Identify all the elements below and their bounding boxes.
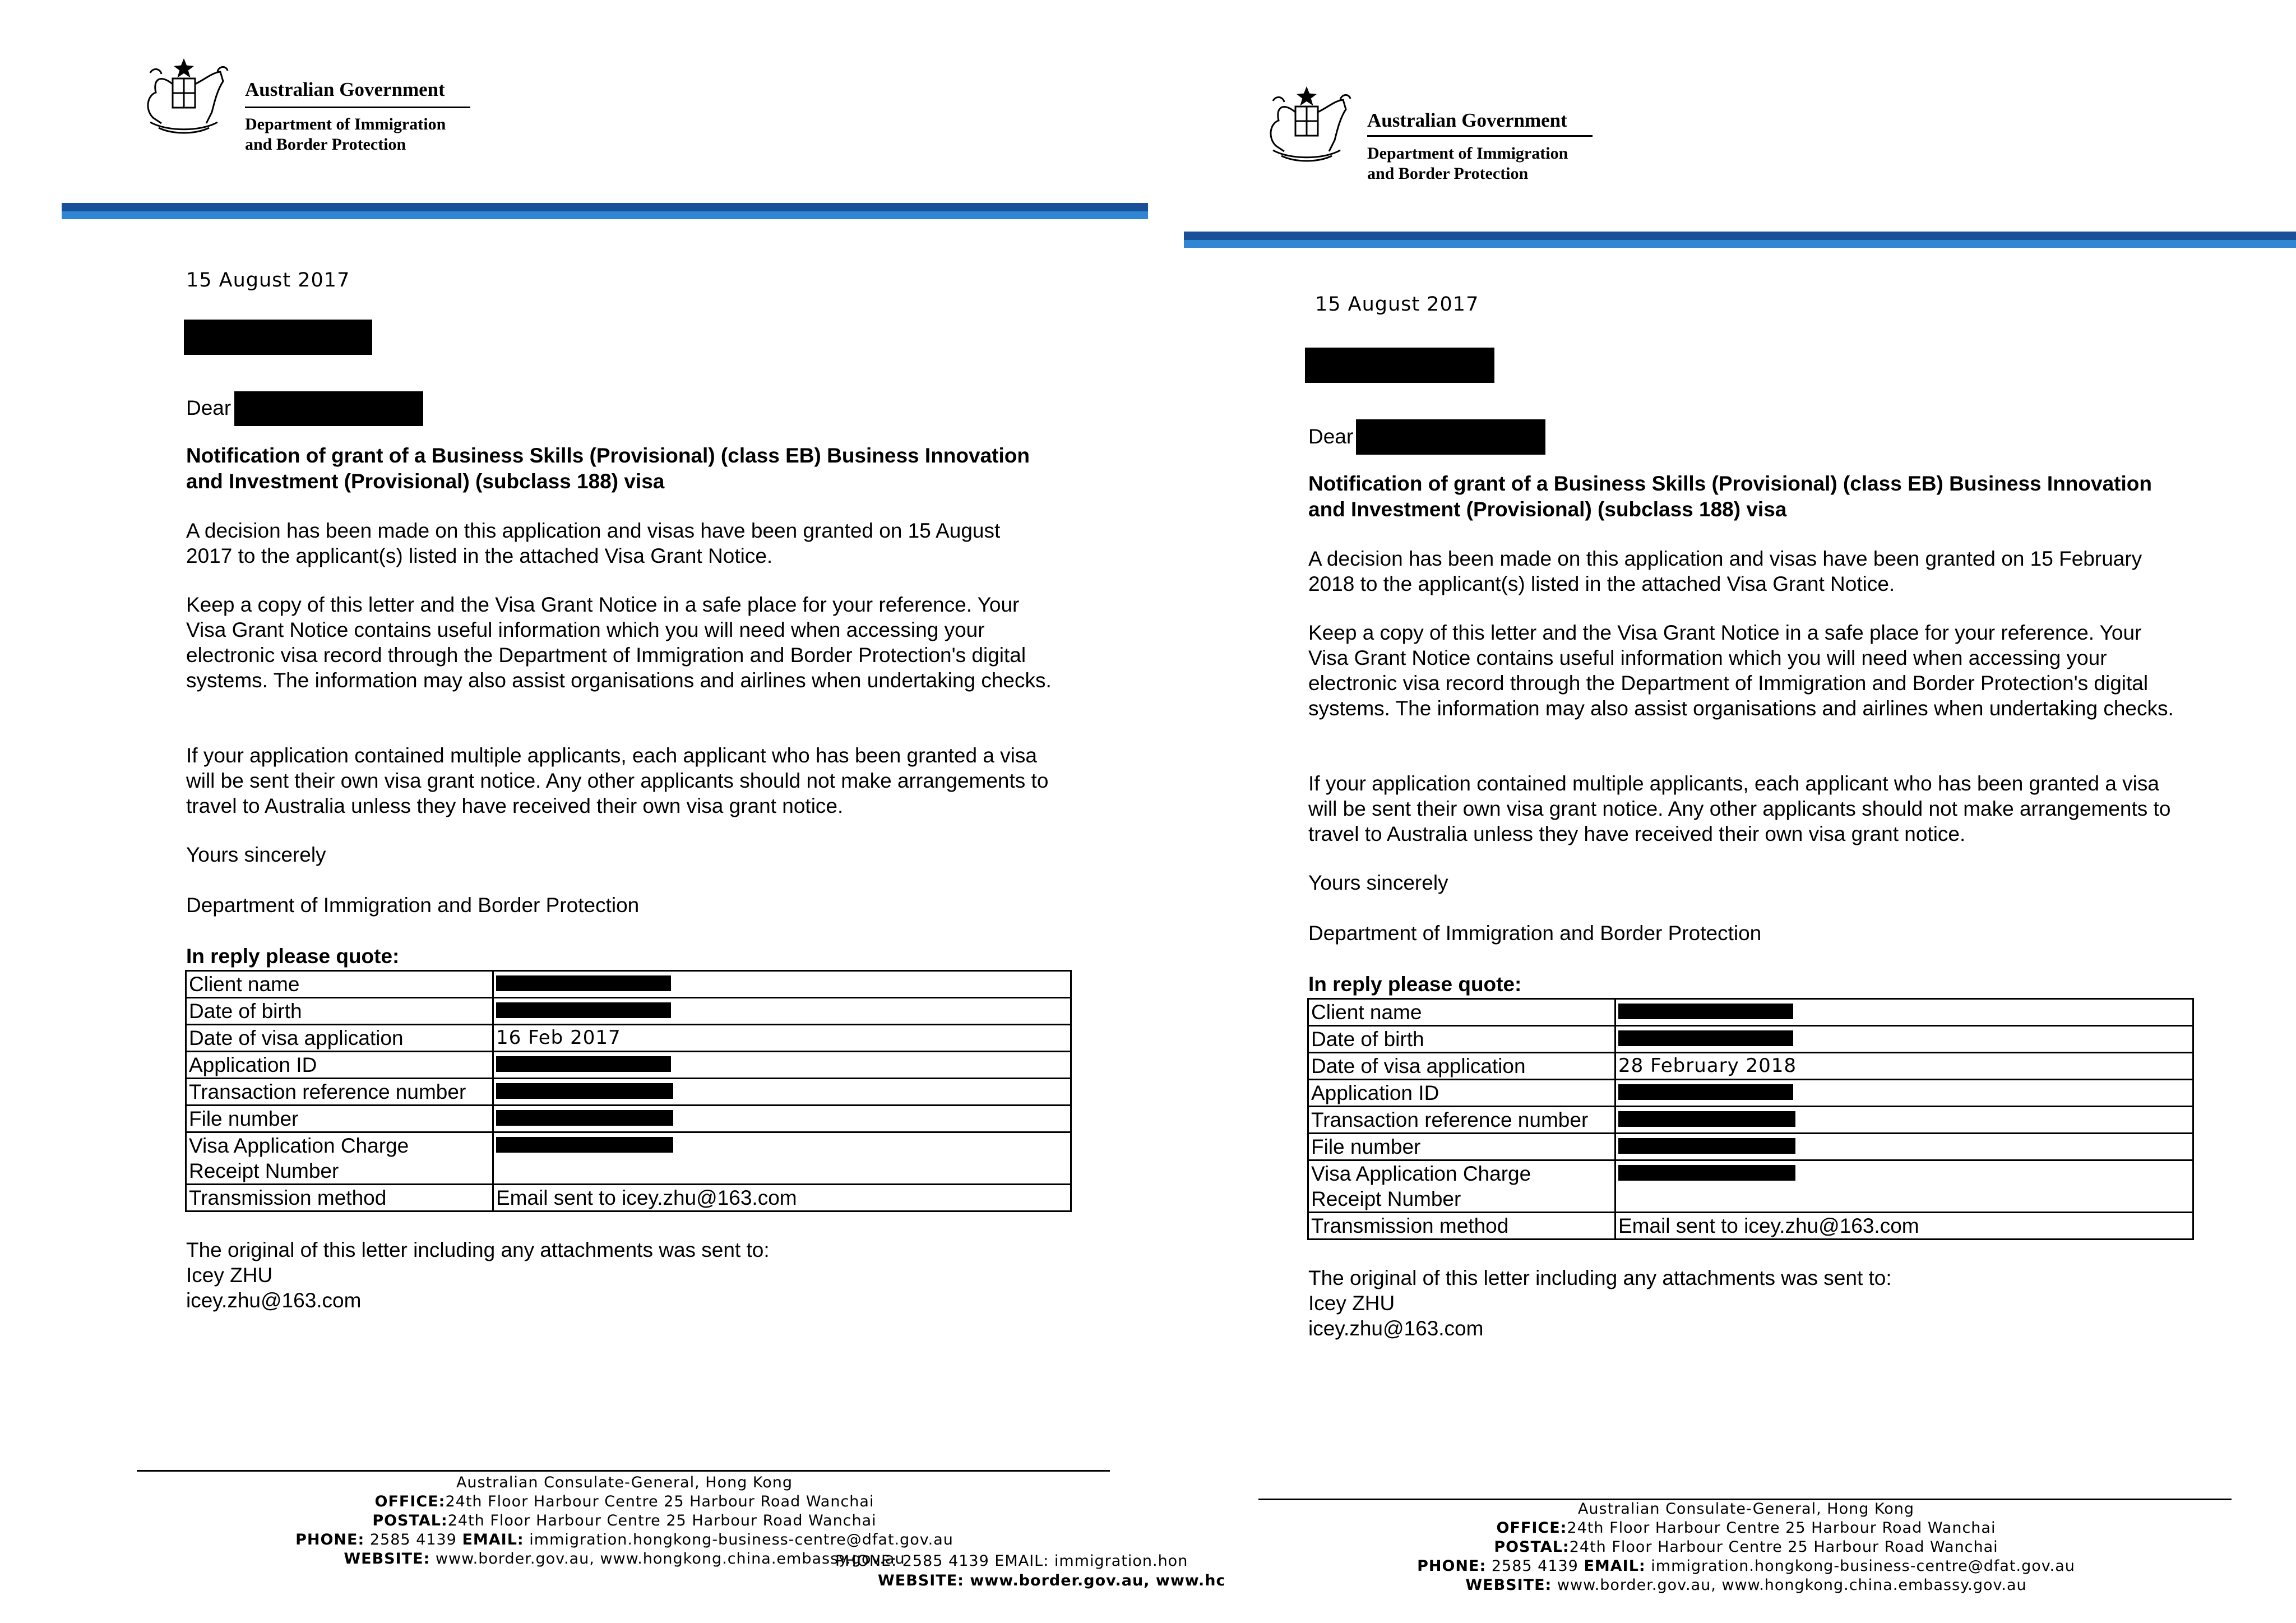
letter-page-2 xyxy=(1148,0,2296,1623)
closing: Yours sincerely xyxy=(186,843,326,866)
signoff: Department of Immigration and Border Protection xyxy=(1308,922,1762,945)
transmission-method-label: Transmission method xyxy=(1308,1213,1615,1240)
redacted-dob xyxy=(1618,1030,1793,1046)
subject-heading xyxy=(186,443,1066,494)
sent-to-block xyxy=(186,1237,770,1313)
footer-postal: POSTAL:24th Floor Harbour Centre 25 Harbour Road Wanchai xyxy=(1494,1538,1998,1556)
redacted-receipt-number xyxy=(496,1137,673,1153)
header-band-light xyxy=(62,211,1148,219)
decision-line-1: A decision has been made on this application and visas have been granted on 15 August xyxy=(186,519,1001,542)
footer-postal: POSTAL:24th Floor Harbour Centre 25 Harbour Road Wanchai xyxy=(372,1512,877,1529)
bleed-through-website: WEBSITE: www.border.gov.au, www.hc xyxy=(878,1572,1226,1589)
sent-to-line: The original of this letter including any attachments was sent to: xyxy=(186,1238,770,1261)
reference-table xyxy=(1307,998,2194,1240)
table-row xyxy=(1308,1080,2193,1107)
redacted-application-id xyxy=(1618,1084,1793,1100)
multiple-applicants-paragraph: If your application contained multiple applicants, each applicant who has been granted a visa will be sent their own visa grant notice. Any other applicants should not make arrangements to travel to Australia unless they have received their own visa grant notice. xyxy=(186,744,1049,817)
charge-receipt-label xyxy=(1308,1160,1615,1213)
table-row xyxy=(1308,1213,2193,1240)
redacted-client-name xyxy=(1618,1004,1793,1019)
table-row xyxy=(186,1052,1071,1079)
redacted-transaction-reference xyxy=(496,1083,673,1099)
header-band-light xyxy=(1184,240,2296,248)
charge-receipt-label-line-2: Receipt Number xyxy=(189,1159,339,1182)
signoff: Department of Immigration and Border Protection xyxy=(186,894,640,917)
footer-phone-email: PHONE: 2585 4139 EMAIL: immigration.hongkong-business-centre@dfat.gov.au xyxy=(1417,1557,2075,1575)
footer-consulate: Australian Consulate-General, Hong Kong xyxy=(1577,1500,1915,1518)
footer xyxy=(1258,1500,2234,1595)
keep-copy-paragraph: Keep a copy of this letter and the Visa Grant Notice in a safe place for your reference. Your Visa Grant Notice contains useful information which you will need when accessing your electronic visa record through the Department of Immigration and Border Protection's digital systems. The information may also assist organisations and airlines when undertaking checks. xyxy=(1308,621,2174,720)
transmission-method-value: Email sent to icey.zhu@163.com xyxy=(493,1185,1071,1212)
recipient-email: icey.zhu@163.com xyxy=(1308,1317,1484,1340)
sent-to-block xyxy=(1308,1265,1892,1341)
decision-paragraph xyxy=(1308,546,2183,597)
keep-copy-paragraph: Keep a copy of this letter and the Visa Grant Notice in a safe place for your reference. Your Visa Grant Notice contains useful information which you will need when accessing your electronic visa record through the Department of Immigration and Border Protection's digital systems. The information may also assist organisations and airlines when undertaking checks. xyxy=(186,593,1052,692)
coat-of-arms-icon xyxy=(1251,84,1363,168)
redacted-receipt-number xyxy=(1618,1165,1795,1181)
charge-receipt-label-line-2: Receipt Number xyxy=(1311,1187,1461,1210)
sent-to-line: The original of this letter including any attachments was sent to: xyxy=(1308,1266,1892,1289)
closing: Yours sincerely xyxy=(1308,871,1448,894)
redacted-recipient xyxy=(1356,419,1545,455)
table-row xyxy=(186,1185,1071,1212)
footer-rule xyxy=(137,1470,1110,1472)
charge-receipt-label-line-1: Visa Application Charge xyxy=(1311,1162,1531,1185)
table-row xyxy=(1308,1160,2193,1213)
client-name-label: Client name xyxy=(1308,999,1615,1026)
reference-table xyxy=(185,970,1072,1212)
footer-phone-email: PHONE: 2585 4139 EMAIL: immigration.hongkong-business-centre@dfat.gov.au xyxy=(295,1531,953,1548)
multiple-applicants-paragraph: If your application contained multiple applicants, each applicant who has been granted a visa will be sent their own visa grant notice. Any other applicants should not make arrangements to travel to Australia unless they have received their own visa grant notice. xyxy=(1308,772,2171,845)
transaction-reference-label: Transaction reference number xyxy=(186,1079,493,1106)
application-date-value: 28 February 2018 xyxy=(1615,1053,2193,1080)
footer-office: OFFICE:24th Floor Harbour Centre 25 Harbour Road Wanchai xyxy=(1496,1519,1996,1537)
redacted-application-id xyxy=(496,1056,671,1072)
application-date-label: Date of visa application xyxy=(1308,1053,1615,1080)
letter-date: 15 August 2017 xyxy=(1315,293,1479,316)
quote-heading: In reply please quote: xyxy=(186,945,400,968)
application-date-value: 16 Feb 2017 xyxy=(493,1025,1071,1052)
government-title: Australian Government xyxy=(245,78,445,100)
application-id-label: Application ID xyxy=(1308,1080,1615,1107)
header-rule xyxy=(1367,135,1593,137)
table-row xyxy=(1308,1134,2193,1160)
table-row xyxy=(1308,1026,2193,1053)
department-line-2: and Border Protection xyxy=(245,135,406,154)
greeting: Dear xyxy=(1308,425,1354,448)
table-row xyxy=(1308,1107,2193,1134)
table-row xyxy=(186,1132,1071,1185)
dob-label: Date of birth xyxy=(1308,1026,1615,1053)
client-name-label: Client name xyxy=(186,971,493,998)
file-number-label: File number xyxy=(186,1106,493,1132)
footer-office: OFFICE:24th Floor Harbour Centre 25 Harbour Road Wanchai xyxy=(374,1493,874,1510)
coat-of-arms-icon xyxy=(128,56,240,140)
table-row xyxy=(186,1106,1071,1132)
recipient-email: icey.zhu@163.com xyxy=(186,1289,362,1312)
subject-line-1: Notification of grant of a Business Skills (Provisional) (class EB) Business Innovation xyxy=(1308,472,2152,495)
redacted-recipient xyxy=(234,391,423,426)
redacted-file-number xyxy=(496,1110,673,1126)
decision-line-2: 2017 to the applicant(s) listed in the attached Visa Grant Notice. xyxy=(186,544,773,567)
table-row xyxy=(186,971,1071,998)
redacted-file-number xyxy=(1618,1138,1795,1154)
department-line-1: Department of Immigration xyxy=(245,115,446,133)
footer-consulate: Australian Consulate-General, Hong Kong xyxy=(456,1474,793,1491)
redacted-address xyxy=(184,320,372,355)
redacted-address xyxy=(1305,348,1494,383)
application-id-label: Application ID xyxy=(186,1052,493,1079)
transmission-method-value: Email sent to icey.zhu@163.com xyxy=(1615,1213,2193,1240)
charge-receipt-label-line-1: Visa Application Charge xyxy=(189,1134,409,1157)
table-row xyxy=(1308,999,2193,1026)
dob-label: Date of birth xyxy=(186,998,493,1025)
redacted-dob xyxy=(496,1002,671,1018)
table-row xyxy=(186,1079,1071,1106)
transmission-method-label: Transmission method xyxy=(186,1185,493,1212)
redacted-client-name xyxy=(496,975,671,991)
subject-line-2: and Investment (Provisional) (subclass 188) visa xyxy=(186,470,665,493)
transaction-reference-label: Transaction reference number xyxy=(1308,1107,1615,1134)
department-line-2: and Border Protection xyxy=(1367,164,1529,183)
government-title: Australian Government xyxy=(1367,109,1567,131)
quote-heading: In reply please quote: xyxy=(1308,973,1522,996)
decision-paragraph xyxy=(186,518,1061,568)
recipient-name: Icey ZHU xyxy=(1308,1292,1395,1315)
recipient-name: Icey ZHU xyxy=(186,1264,273,1287)
decision-line-1: A decision has been made on this application and visas have been granted on 15 February xyxy=(1308,547,2142,570)
charge-receipt-label xyxy=(186,1132,493,1185)
redacted-transaction-reference xyxy=(1618,1111,1795,1127)
header-band-dark xyxy=(1184,232,2296,240)
application-date-label: Date of visa application xyxy=(186,1025,493,1052)
greeting: Dear xyxy=(186,396,232,419)
footer-website: WEBSITE: www.border.gov.au, www.hongkong.china.embassy.gov.au xyxy=(1465,1576,2027,1594)
subject-line-2: and Investment (Provisional) (subclass 188) visa xyxy=(1308,498,1787,521)
letter-date: 15 August 2017 xyxy=(186,269,350,292)
subject-heading xyxy=(1308,471,2188,522)
file-number-label: File number xyxy=(1308,1134,1615,1160)
subject-line-1: Notification of grant of a Business Skills (Provisional) (class EB) Business Innovation xyxy=(186,444,1030,467)
department-line-1: Department of Immigration xyxy=(1367,144,1568,163)
footer-website: WEBSITE: www.border.gov.au, www.hongkong.china.embassy.gov.au xyxy=(344,1550,905,1567)
header-rule xyxy=(245,107,470,108)
header-band-dark xyxy=(62,203,1148,211)
table-row xyxy=(186,998,1071,1025)
decision-line-2: 2018 to the applicant(s) listed in the attached Visa Grant Notice. xyxy=(1308,572,1895,595)
table-row xyxy=(186,1025,1071,1052)
bleed-through-phone: PHONE: 2585 4139 EMAIL: immigration.hon xyxy=(835,1552,1188,1570)
table-row xyxy=(1308,1053,2193,1080)
